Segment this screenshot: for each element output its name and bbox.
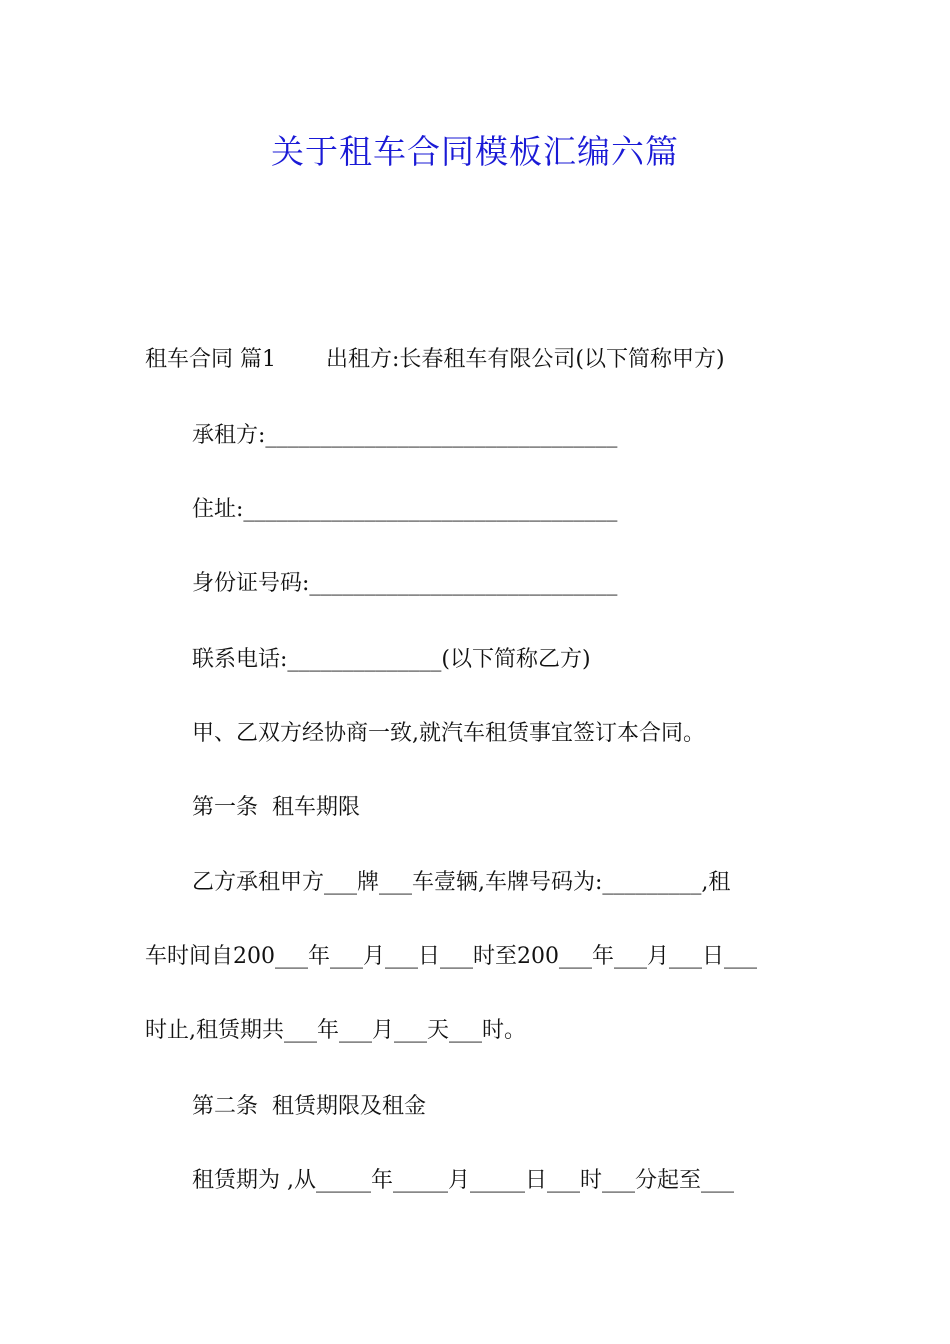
- article-1-heading: 第一条 租车期限: [192, 795, 360, 820]
- article-1-text-line-2: 车时间自200___年___月___日___时至200___年___月___日___: [145, 944, 757, 969]
- document-title: 关于租车合同模板汇编六篇: [271, 132, 679, 171]
- lessee-line: 承租方:________________________________: [192, 423, 618, 448]
- id-number-line: 身份证号码:____________________________: [192, 571, 618, 596]
- article-2-heading: 第二条 租赁期限及租金: [192, 1094, 426, 1119]
- article-1-text-line-3: 时止,租赁期共___年___月___天___时。: [145, 1018, 526, 1043]
- contract-heading-line: [145, 345, 725, 375]
- article-1-text-line-1: 乙方承租甲方___牌___车壹辆,车牌号码为:_________,租: [192, 870, 731, 895]
- agreement-paragraph: 甲、乙双方经协商一致,就汽车租赁事宜签订本合同。: [192, 721, 705, 746]
- phone-line: 联系电话:______________(以下简称乙方): [192, 647, 591, 672]
- article-2-text-line-1: 租赁期为 ,从_____年_____月_____日___时___分起至___: [192, 1168, 734, 1193]
- section-label: 租车合同 篇1: [145, 347, 276, 372]
- lessor-text: 出租方:长春租车有限公司(以下简称甲方): [326, 347, 725, 372]
- address-line: 住址:__________________________________: [192, 497, 618, 522]
